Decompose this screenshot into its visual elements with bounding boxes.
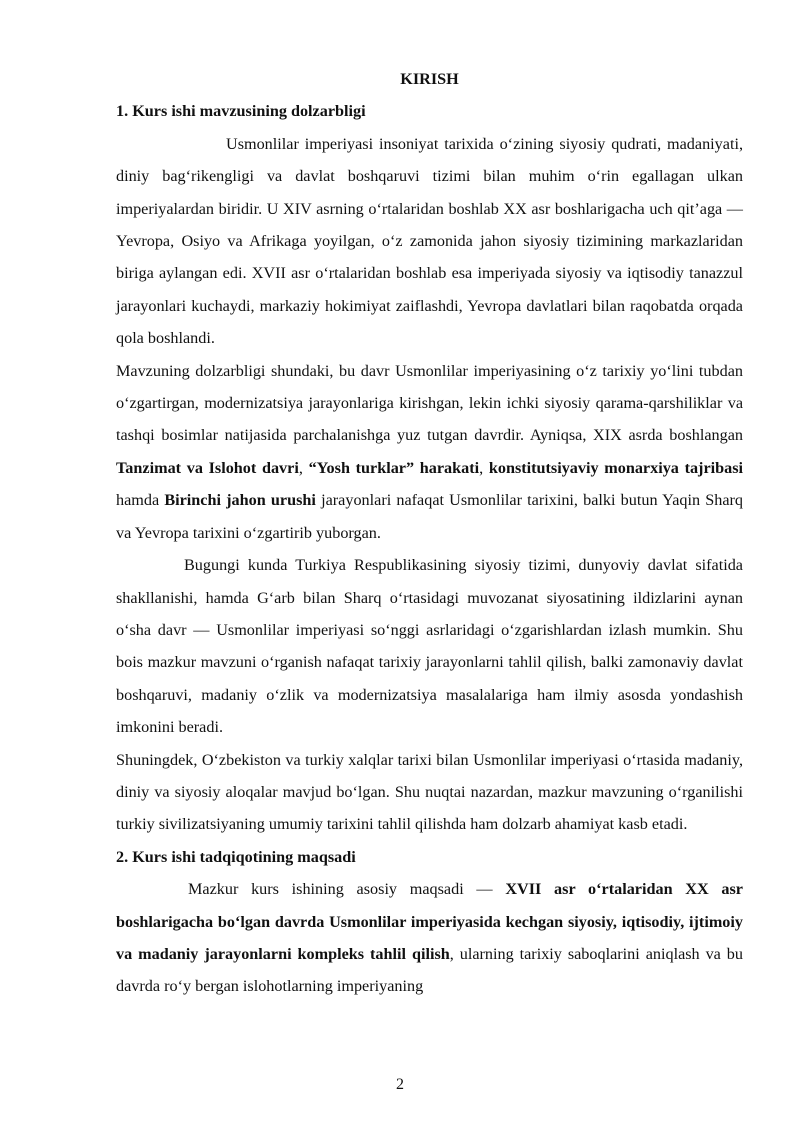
paragraph: Shuningdek, O‘zbekiston va turkiy xalqlar tarixi bilan Usmonlilar imperiyasi o‘rtasida madaniy, diniy va siyosiy aloqalar mavjud bo‘lgan. Shu nuqtai nazardan, mazkur mavzuning o‘rganilishi turkiy sivilizatsiyaning umumiy tarixini tahlil qilishda ham dolzarb ahamiyat kasb etadi. xyxy=(116,750,743,834)
text-run: hamda xyxy=(116,491,165,510)
bold-text: Birinchi jahon urushi xyxy=(164,491,316,510)
bold-text: konstitutsiyaviy monarxiya tajribasi xyxy=(488,458,744,477)
bold-text: “Yosh turklar” harakati xyxy=(308,458,480,477)
text-run: Mavzuning dolzarbligi shundaki, bu davr Usmonlilar imperiyasining o‘z tarixiy yo‘lini tubdan o‘zgartirgan, modernizatsiya jarayonlariga kirishgan, lekin ichki siyosiy qarama-qarshiliklar va tashqi bosimlar natijasida parchalanishga yuz tutgan davrdir. Ayniqsa, XIX asrda boshlangan xyxy=(116,361,743,445)
page-title: KIRISH xyxy=(400,70,459,88)
section-2-heading: 2. Kurs ishi tadqiqotining maqsadi xyxy=(116,847,356,866)
paragraph: Usmonlilar imperiyasi insoniyat tarixida o‘zining siyosiy qudrati, madaniyati, diniy bag‘rikengligi va davlat boshqaruvi tizimi bilan muhim o‘rin egallagan ulkan imperiyalardan biridir. U XIV asrning o‘rtalaridan boshlab XX asr boshlarigacha uch qit’aga — Yevropa, Osiyo va Afrikaga yoyilgan, o‘z zamonida jahon siyosiy tizimining markazlaridan biriga aylangan edi. XVII asr o‘rtalaridan boshlab esa imperiyada siyosiy va iqtisodiy tanazzul jarayonlari kuchaydi, markaziy hokimiyat zaiflashdi, Yevropa davlatlari bilan raqobatda orqada qola boshlandi. xyxy=(116,134,743,348)
paragraph: Bugungi kunda Turkiya Respublikasining siyosiy tizimi, dunyoviy davlat sifatida shakllanishi, hamda G‘arb bilan Sharq o‘rtasidagi muvozanat siyosatining ildizlarini aynan o‘sha davr — Usmonlilar imperiyasi so‘nggi asrlaridagi o‘zgarishlardan izlash mumkin. Shu bois mazkur mavzuni o‘rganish nafaqat tarixiy jarayonlarni tahlil qilish, balki zamonaviy davlat boshqaruvi, madaniy o‘zlik va modernizatsiya masalalariga ham ilmiy asosda yondashish imkonini beradi. xyxy=(116,556,743,737)
bold-text: XVII asr o‘rtalaridan XX asr boshlarigacha bo‘lgan davrda Usmonlilar imperiyasida kechgan siyosiy, iqtisodiy, ijtimoiy va madaniy jarayonlarni kompleks tahlil qilish xyxy=(116,880,743,963)
text-run: Mazkur kurs ishining asosiy maqsadi — xyxy=(188,880,506,899)
text-run: , xyxy=(298,458,309,477)
text-run: , xyxy=(479,458,489,477)
paragraph xyxy=(116,355,743,549)
bold-text: Tanzimat va Islohot davri xyxy=(116,458,299,477)
text-run: , ularning tarixiy saboqlarini aniqlash va bu davrda ro‘y bergan islohotlarning imperiyaning xyxy=(116,944,743,996)
paragraph xyxy=(116,873,743,1003)
section-1-heading: 1. Kurs ishi mavzusining dolzarbligi xyxy=(116,102,366,121)
text-run: jarayonlari nafaqat Usmonlilar tarixini, balki butun Yaqin Sharq va Yevropa tarixini o‘zgartirib yuborgan. xyxy=(116,491,744,542)
page-number: 2 xyxy=(396,1076,404,1093)
document-page xyxy=(116,60,743,1003)
